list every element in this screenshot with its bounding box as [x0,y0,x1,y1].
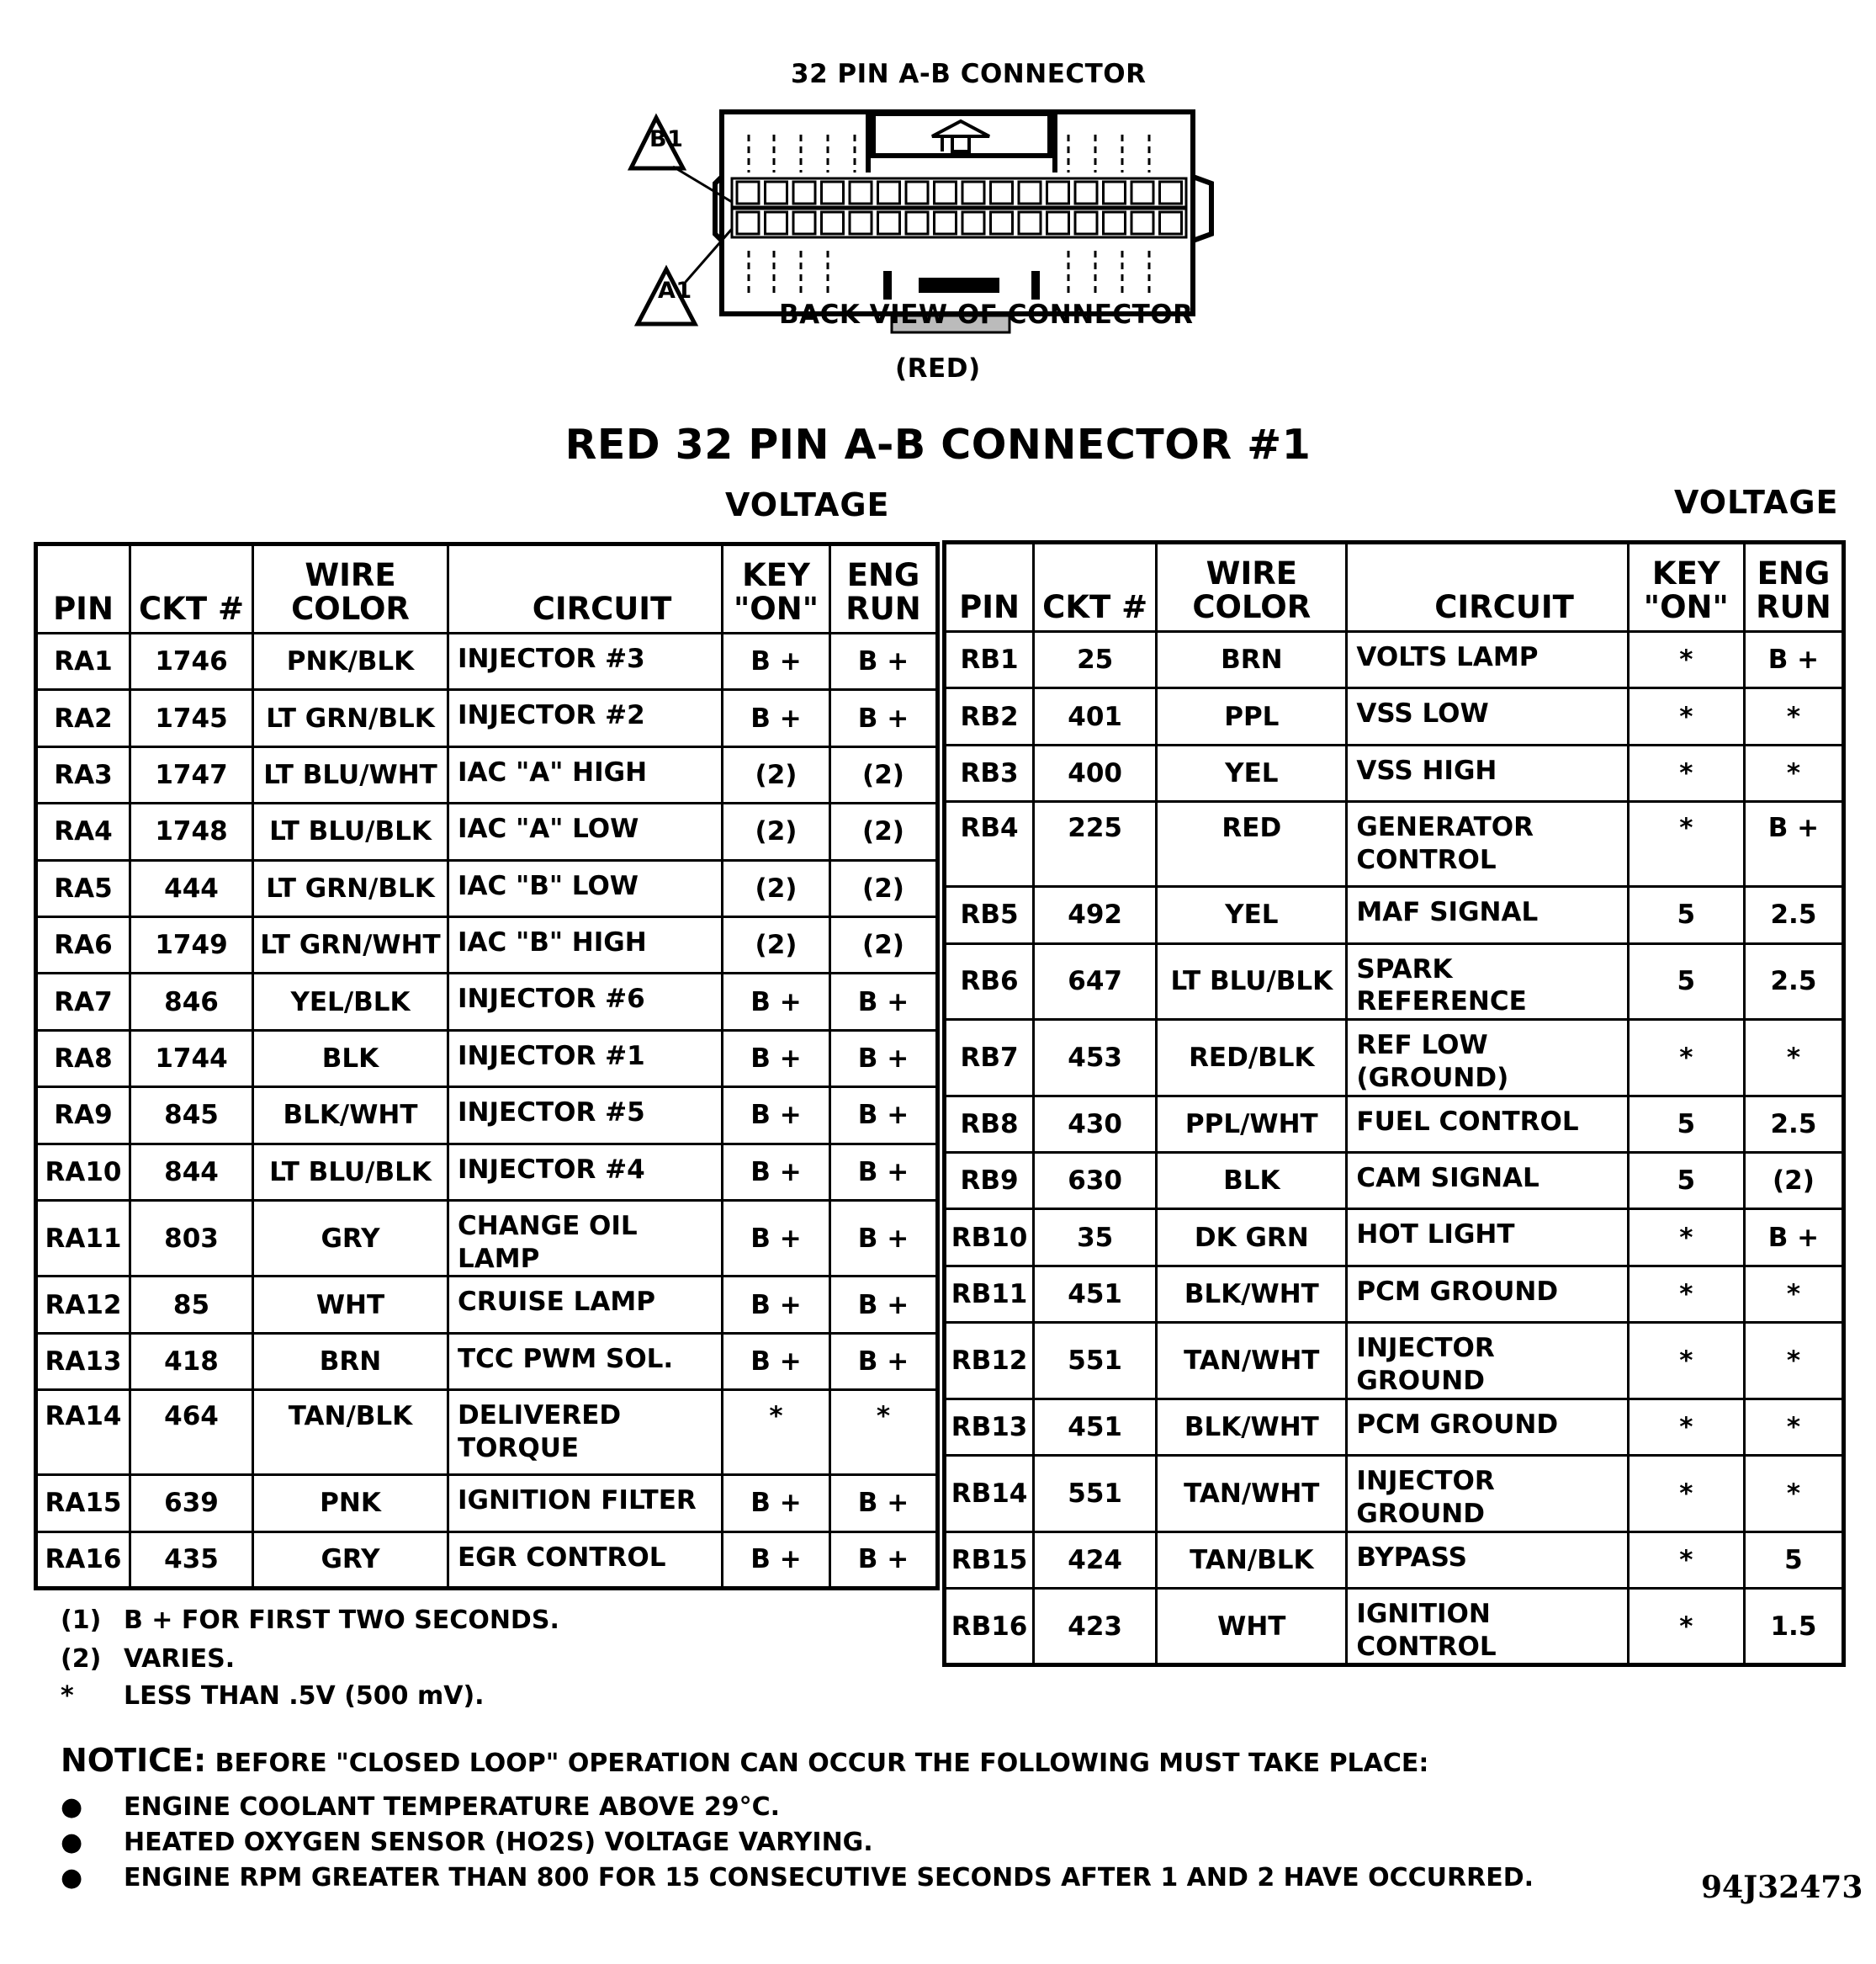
table-row [945,1323,1844,1399]
eng-run-cell: 2.5 [1744,887,1843,943]
pin-cell: RA13 [36,1333,130,1389]
pin-cell: RA3 [36,746,130,803]
eng-run-cell: B + [830,1277,938,1333]
voltage-label-right: VOLTAGE [1674,484,1839,521]
table-row [36,860,938,916]
connector-pin-slot [991,182,1013,204]
wire-color-cell: RED/BLK [1157,1020,1347,1096]
connector-pin-slot [850,212,872,234]
table-row [945,632,1844,688]
page-title: RED 32 PIN A-B CONNECTOR #1 [564,421,1312,469]
key-on-cell: B + [723,1277,830,1333]
key-on-cell: 5 [1628,943,1744,1020]
pin-cell: RA4 [36,804,130,860]
wire-color-cell: LT GRN/WHT [253,916,448,973]
circuit-cell: CAM SIGNAL [1347,1152,1628,1208]
connector-pin-slot [1160,212,1182,234]
connector-pin-slot [793,182,815,204]
eng-run-cell: B + [830,1200,938,1277]
circuit-cell: EGR CONTROL [448,1531,723,1588]
circuit-cell: INJECTOR #1 [448,1030,723,1086]
pin-cell: RB8 [945,1096,1034,1152]
circuit-cell: INJECTOR #2 [448,690,723,746]
pin-cell: RB7 [945,1020,1034,1096]
connector-pin-slot [1075,212,1097,234]
wire-color-cell: LT BLU/BLK [1157,943,1347,1020]
ckt-cell: 225 [1034,802,1157,887]
pin-cell: RB3 [945,745,1034,801]
key-on-cell: B + [723,1475,830,1531]
ckt-cell: 424 [1034,1531,1157,1588]
wire-color-cell: PPL [1157,688,1347,745]
ckt-cell: 630 [1034,1152,1157,1208]
notice-item: ● ENGINE COOLANT TEMPERATURE ABOVE 29°C. [61,1792,781,1822]
connector-pin-slot [962,182,984,204]
connector-pin-slot [1104,212,1126,234]
key-on-cell: B + [723,1144,830,1200]
eng-run-cell: (2) [830,860,938,916]
wire-color-cell: TAN/BLK [253,1390,448,1475]
wire-color-cell: LT BLU/BLK [253,804,448,860]
table-row [36,1030,938,1086]
circuit-cell: VOLTS LAMP [1347,632,1628,688]
circuit-cell: HOT LIGHT [1347,1209,1628,1266]
eng-run-cell: B + [830,974,938,1030]
pin-table-b [942,540,1846,1667]
ckt-cell: 1745 [130,690,253,746]
pin-cell: RA11 [36,1200,130,1277]
pin-cell: RA15 [36,1475,130,1531]
eng-run-cell: * [830,1390,938,1475]
wire-color-cell: BLK/WHT [1157,1399,1347,1455]
connector-pin-slot [935,212,957,234]
wire-color-cell: LT GRN/BLK [253,690,448,746]
key-on-cell: B + [723,1200,830,1277]
eng-run-cell: * [1744,1399,1843,1455]
key-on-cell: 5 [1628,1152,1744,1208]
table-row [36,916,938,973]
key-on-cell: * [1628,745,1744,801]
header-pin: PIN [945,543,1034,632]
pin-cell: RA7 [36,974,130,1030]
table-row [36,690,938,746]
pin-cell: RA9 [36,1087,130,1144]
table-row [36,1277,938,1333]
connector-pin-slot [878,182,900,204]
eng-run-cell: B + [830,634,938,690]
wire-color-cell: WHT [1157,1588,1347,1665]
circuit-cell: CRUISE LAMP [448,1277,723,1333]
pin-cell: RA6 [36,916,130,973]
connector-pin-slot [1131,182,1153,204]
back-view-label: BACK VIEW OF CONNECTOR [779,300,1194,330]
pin-cell: RB10 [945,1209,1034,1266]
key-on-cell: B + [723,1531,830,1588]
connector-pin-slot [991,212,1013,234]
table-row [945,802,1844,887]
key-on-cell: * [1628,1266,1744,1322]
eng-run-cell: B + [830,1030,938,1086]
ckt-cell: 400 [1034,745,1157,801]
circuit-cell: FUEL CONTROL [1347,1096,1628,1152]
header-ckt: CKT # [130,544,253,634]
circuit-cell: DELIVERED TORQUE [448,1390,723,1475]
wire-color-cell: TAN/WHT [1157,1323,1347,1399]
pin-cell: RB11 [945,1266,1034,1322]
connector-pin-slot [962,212,984,234]
ckt-cell: 451 [1034,1399,1157,1455]
ckt-cell: 551 [1034,1456,1157,1532]
wire-color-cell: DK GRN [1157,1209,1347,1266]
circuit-cell: PCM GROUND [1347,1266,1628,1322]
circuit-cell: SPARK REFERENCE [1347,943,1628,1020]
eng-run-cell: 1.5 [1744,1588,1843,1665]
connector-title: 32 PIN A-B CONNECTOR [791,59,1147,89]
wire-color-cell: RED [1157,802,1347,887]
ckt-cell: 464 [130,1390,253,1475]
key-on-cell: (2) [723,746,830,803]
table-row [36,1390,938,1475]
notice-label: NOTICE: [61,1742,207,1779]
footnote-2: (2) VARIES. [61,1644,236,1674]
table-row [945,943,1844,1020]
connector-pin-slot [878,212,900,234]
pin-cell: RB6 [945,943,1034,1020]
eng-run-cell: * [1744,1266,1843,1322]
connector-pin-slot [1160,182,1182,204]
notice [61,1742,1428,1779]
connector-pin-slot [1131,212,1153,234]
connector-pin-slot [1075,182,1097,204]
pin-cell: RA14 [36,1390,130,1475]
ckt-cell: 418 [130,1333,253,1389]
table-row [36,1333,938,1389]
footnote-1: (1) B + FOR FIRST TWO SECONDS. [61,1606,559,1635]
connector-pin-slot [935,182,957,204]
connector-pin-slot [766,212,787,234]
table-row [36,1087,938,1144]
header-key-on: KEY "ON" [1628,543,1744,632]
table-row [36,1531,938,1588]
connector-pin-slot [1104,182,1126,204]
eng-run-cell: B + [830,1144,938,1200]
ckt-cell: 1744 [130,1030,253,1086]
wire-color-cell: GRY [253,1531,448,1588]
pin-cell: RA16 [36,1531,130,1588]
eng-run-cell: B + [830,1333,938,1389]
pin-cell: RA12 [36,1277,130,1333]
ckt-cell: 25 [1034,632,1157,688]
circuit-cell: TCC PWM SOL. [448,1333,723,1389]
ckt-cell: 803 [130,1200,253,1277]
table-row [36,974,938,1030]
header-eng-run: ENG RUN [830,544,938,634]
wire-color-cell: PNK [253,1475,448,1531]
key-on-cell: * [1628,1531,1744,1588]
connector-pin-slot [906,182,928,204]
circuit-cell: INJECTOR #3 [448,634,723,690]
eng-run-cell: B + [830,690,938,746]
pin-cell: RA8 [36,1030,130,1086]
pin-cell: RB13 [945,1399,1034,1455]
connector-pin-slot [1047,182,1069,204]
circuit-cell: VSS LOW [1347,688,1628,745]
pin-cell: RB2 [945,688,1034,745]
header-pin: PIN [36,544,130,634]
key-on-cell: * [1628,1399,1744,1455]
ckt-cell: 35 [1034,1209,1157,1266]
header-wire-color: WIRE COLOR [253,544,448,634]
ckt-cell: 1748 [130,804,253,860]
table-row [945,1588,1844,1665]
table-row [945,887,1844,943]
ckt-cell: 492 [1034,887,1157,943]
key-on-cell: B + [723,1333,830,1389]
circuit-cell: INJECTOR GROUND [1347,1456,1628,1532]
eng-run-cell: 2.5 [1744,943,1843,1020]
key-on-cell: 5 [1628,887,1744,943]
connector-pin-slot [822,182,844,204]
key-on-cell: 5 [1628,1096,1744,1152]
notice-item: ● ENGINE RPM GREATER THAN 800 FOR 15 CONSECUTIVE SECONDS AFTER 1 AND 2 HAVE OCCURRED. [61,1863,1534,1892]
key-on-cell: (2) [723,804,830,860]
wire-color-cell: BRN [1157,632,1347,688]
key-on-cell: * [1628,1588,1744,1665]
pin-cell: RA2 [36,690,130,746]
eng-run-cell: B + [830,1531,938,1588]
key-on-cell: * [1628,632,1744,688]
wire-color-cell: YEL [1157,745,1347,801]
key-on-cell: * [1628,1020,1744,1096]
key-on-cell: B + [723,634,830,690]
ckt-cell: 1747 [130,746,253,803]
key-on-cell: B + [723,974,830,1030]
circuit-cell: IAC "B" HIGH [448,916,723,973]
header-wire-color: WIRE COLOR [1157,543,1347,632]
circuit-cell: CHANGE OIL LAMP [448,1200,723,1277]
pin-cell: RB1 [945,632,1034,688]
header-circuit: CIRCUIT [1347,543,1628,632]
wire-color-cell: WHT [253,1277,448,1333]
wire-color-cell: GRY [253,1200,448,1277]
notice-text: BEFORE "CLOSED LOOP" OPERATION CAN OCCUR THE FOLLOWING MUST TAKE PLACE: [215,1749,1429,1778]
circuit-cell: VSS HIGH [1347,745,1628,801]
eng-run-cell: 2.5 [1744,1096,1843,1152]
table-row [945,1266,1844,1322]
wire-color-cell: PPL/WHT [1157,1096,1347,1152]
header-circuit: CIRCUIT [448,544,723,634]
eng-run-cell: B + [830,1087,938,1144]
circuit-cell: PCM GROUND [1347,1399,1628,1455]
table-row [945,1020,1844,1096]
table-row [945,1456,1844,1532]
circuit-cell: MAF SIGNAL [1347,887,1628,943]
connector-pin-slot [822,212,844,234]
eng-run-cell: * [1744,1456,1843,1532]
circuit-cell: BYPASS [1347,1531,1628,1588]
figure-id: 94J32473 [1701,1870,1863,1905]
wire-color-cell: BRN [253,1333,448,1389]
key-on-cell: * [723,1390,830,1475]
circuit-cell: IGNITION FILTER [448,1475,723,1531]
circuit-cell: INJECTOR #4 [448,1144,723,1200]
ckt-cell: 430 [1034,1096,1157,1152]
ckt-cell: 444 [130,860,253,916]
table-row [945,1152,1844,1208]
table-row [36,634,938,690]
ckt-cell: 85 [130,1277,253,1333]
eng-run-cell: * [1744,745,1843,801]
eng-run-cell: * [1744,688,1843,745]
key-on-cell: * [1628,688,1744,745]
ckt-cell: 845 [130,1087,253,1144]
connector-pin-slot [1047,212,1069,234]
key-on-cell: B + [723,1087,830,1144]
key-on-cell: B + [723,1030,830,1086]
connector-pin-slot [906,212,928,234]
wire-color-cell: BLK [1157,1152,1347,1208]
eng-run-cell: B + [1744,1209,1843,1266]
key-on-cell: * [1628,1209,1744,1266]
table-row [36,1200,938,1277]
circuit-cell: IAC "B" LOW [448,860,723,916]
connector-pin-slot [793,212,815,234]
wire-color-cell: LT BLU/BLK [253,1144,448,1200]
wire-color-cell: BLK/WHT [253,1087,448,1144]
wire-color-cell: YEL/BLK [253,974,448,1030]
footnote-3: * LESS THAN .5V (500 mV). [61,1681,485,1711]
eng-run-cell: (2) [1744,1152,1843,1208]
voltage-label-left: VOLTAGE [725,486,890,523]
circuit-cell: GENERATOR CONTROL [1347,802,1628,887]
ckt-cell: 435 [130,1531,253,1588]
circuit-cell: INJECTOR #5 [448,1087,723,1144]
pin-cell: RA5 [36,860,130,916]
ckt-cell: 453 [1034,1020,1157,1096]
wire-color-cell: YEL [1157,887,1347,943]
wire-color-cell: LT GRN/BLK [253,860,448,916]
marker-a1: A1 [658,278,692,304]
table-row [945,1096,1844,1152]
circuit-cell: IAC "A" LOW [448,804,723,860]
key-on-cell: * [1628,802,1744,887]
pin-table-a [34,542,940,1590]
connector-pin-slot [737,212,759,234]
marker-b1: B1 [649,126,684,152]
key-on-cell: (2) [723,916,830,973]
wire-color-cell: TAN/BLK [1157,1531,1347,1588]
key-on-cell: * [1628,1456,1744,1532]
pin-cell: RB16 [945,1588,1034,1665]
connector-pin-slot [850,182,872,204]
wire-color-cell: PNK/BLK [253,634,448,690]
ckt-cell: 846 [130,974,253,1030]
wire-color-cell: TAN/WHT [1157,1456,1347,1532]
wire-color-cell: BLK [253,1030,448,1086]
ckt-cell: 401 [1034,688,1157,745]
eng-run-cell: * [1744,1020,1843,1096]
pin-cell: RA10 [36,1144,130,1200]
notice-item: ● HEATED OXYGEN SENSOR (HO2S) VOLTAGE VARYING. [61,1828,873,1857]
circuit-cell: IAC "A" HIGH [448,746,723,803]
circuit-cell: REF LOW (GROUND) [1347,1020,1628,1096]
table-row [945,1399,1844,1455]
wire-color-cell: BLK/WHT [1157,1266,1347,1322]
eng-run-cell: B + [1744,632,1843,688]
eng-run-cell: B + [830,1475,938,1531]
ckt-cell: 639 [130,1475,253,1531]
table-row [36,804,938,860]
header-key-on: KEY "ON" [723,544,830,634]
ckt-cell: 451 [1034,1266,1157,1322]
circuit-cell: INJECTOR GROUND [1347,1323,1628,1399]
eng-run-cell: (2) [830,804,938,860]
pin-cell: RB14 [945,1456,1034,1532]
ckt-cell: 1749 [130,916,253,973]
header-ckt: CKT # [1034,543,1157,632]
table-row [36,746,938,803]
eng-run-cell: 5 [1744,1531,1843,1588]
eng-run-cell: * [1744,1323,1843,1399]
ckt-cell: 423 [1034,1588,1157,1665]
key-on-cell: * [1628,1323,1744,1399]
ckt-cell: 844 [130,1144,253,1200]
wire-color-cell: LT BLU/WHT [253,746,448,803]
pin-cell: RB4 [945,802,1034,887]
table-row [36,1144,938,1200]
ckt-cell: 647 [1034,943,1157,1020]
table-row [945,688,1844,745]
circuit-cell: IGNITION CONTROL [1347,1588,1628,1665]
connector-color-label: (RED) [895,353,981,384]
table-row [945,1209,1844,1266]
pin-cell: RB15 [945,1531,1034,1588]
key-on-cell: (2) [723,860,830,916]
pin-cell: RB5 [945,887,1034,943]
header-eng-run: ENG RUN [1744,543,1843,632]
connector-pin-slot [737,182,759,204]
eng-run-cell: (2) [830,916,938,973]
key-on-cell: B + [723,690,830,746]
table-row [36,1475,938,1531]
pin-cell: RA1 [36,634,130,690]
table-row [945,1531,1844,1588]
pin-cell: RB9 [945,1152,1034,1208]
eng-run-cell: B + [1744,802,1843,887]
circuit-cell: INJECTOR #6 [448,974,723,1030]
connector-diagram [623,50,1228,421]
connector-pin-slot [766,182,787,204]
ckt-cell: 551 [1034,1323,1157,1399]
connector-pin-slot [1019,212,1041,234]
connector-pin-slot [1019,182,1041,204]
table-row [945,745,1844,801]
pin-cell: RB12 [945,1323,1034,1399]
ckt-cell: 1746 [130,634,253,690]
eng-run-cell: (2) [830,746,938,803]
